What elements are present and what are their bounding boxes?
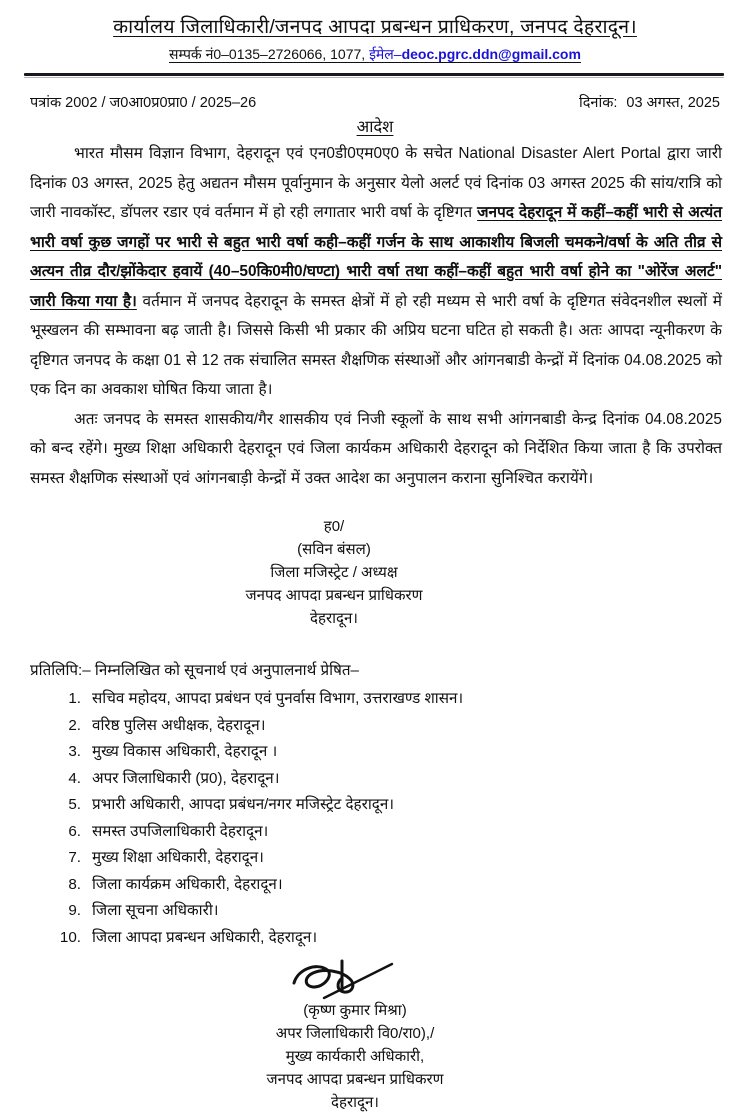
list-item — [30, 819, 728, 846]
list-item-label: प्रभारी अधिकारी, आपदा प्रबंधन/नगर मजिस्ट्रेट देहरादून। — [92, 796, 395, 814]
divider-thick-rule — [24, 73, 724, 76]
handwritten-signature-icon — [22, 957, 688, 1001]
letterhead — [22, 0, 728, 64]
list-item-label: सचिव महोदय, आपदा प्रबंधन एवं पुनर्वास विभाग, उत्तराखण्ड शासन। — [92, 690, 464, 708]
issuing-authority-signature — [22, 515, 646, 630]
list-item — [30, 898, 728, 925]
copy-to-section — [22, 658, 728, 951]
reference-label: पत्रांक — [30, 95, 62, 112]
list-item-number: 7. — [68, 849, 81, 867]
list-item — [30, 925, 728, 952]
countersignatory-authority: जनपद आपदा प्रबन्धन प्राधिकरण — [266, 1071, 444, 1089]
signatory-name: (सविन बंसल) — [297, 541, 371, 559]
signatory-place: देहरादून। — [310, 610, 358, 628]
signatory-authority: जनपद आपदा प्रबन्धन प्राधिकरण — [245, 587, 423, 605]
list-item-label: समस्त उपजिलाधिकारी देहरादून। — [92, 822, 269, 840]
paragraph-1-lead: भारत मौसम विज्ञान विभाग, देहरादून एवं एन0डी0एम0ए0 के सचेत National Disaster Alert Portal द्वारा जारी दिनांक 03 अगस्त, 2025 हेतु अद्यतन मौसम पूर्वानुमान के अनुसार येलो अलर्ट एवं दिनांक 03 अगस्त 2025 की सांय/रात्रि को जारी नावकॉस्ट, डॉपलर रडार एवं वर्तमान में हो रही लगातार भारी वर्षा के दृष्टिगत — [30, 145, 722, 222]
list-item — [30, 686, 728, 713]
orange-alert-statement: जनपद देहरादून में कहीं–कहीं भारी से अत्यंत भारी वर्षा कुछ जगहों पर भारी से बहुत भारी वर्षा कही–कहीं गर्जन के साथ आकाशीय बिजली चमकने/वर्षा के अति तीव्र से अत्यन तीव्र दौर/झोंकेदार हवायें (40–50कि0मी0/घण्टा) भारी वर्षा तथा कहीं–कहीं बहुत भारी वर्षा होने का "ओरेंज अलर्ट" जारी किया गया है। — [30, 204, 722, 310]
list-item-label: मुख्य विकास अधिकारी, देहरादून । — [92, 743, 278, 761]
letter-reference-number — [30, 92, 256, 112]
contact-line — [22, 45, 728, 64]
order-body — [22, 139, 728, 493]
list-item-label: वरिष्ठ पुलिस अधीक्षक, देहरादून। — [92, 716, 266, 734]
list-item — [30, 872, 728, 899]
signature-mark-text: ह0/ — [323, 518, 345, 536]
list-item-label: मुख्य शिक्षा अधिकारी, देहरादून। — [92, 849, 264, 867]
list-item-number: 10. — [59, 928, 81, 946]
countersignatory-place: देहरादून। — [331, 1094, 379, 1112]
contact-phone-text: सम्पर्क नं0–0135–2726066, 1077, — [169, 46, 370, 63]
date-label: दिनांक: — [578, 95, 618, 112]
order-paragraph-2: अतः जनपद के समस्त शासकीय/गैर शासकीय एवं निजी स्कूलों के साथ सभी आंगनबाडी केन्द्र दिनांक 04.08.2025 को बन्द रहेंगे। मुख्य शिक्षा अधिकारी देहरादून एवं जिला कार्यकम अधिकारी देहरादून को निर्देशित किया जाता है कि उपरोक्त समस्त शैक्षणिक संस्थाओं एवं आंगनबाड़ी केन्द्रों में उक्त आदेश का अनुपालन कराना सुनिश्चित करायेंगे। — [30, 410, 722, 487]
list-item-number: 3. — [68, 743, 81, 761]
list-item — [30, 739, 728, 766]
reference-date-row — [22, 92, 728, 112]
list-item-label: जिला कार्यक्रम अधिकारी, देहरादून। — [92, 875, 283, 893]
reference-value: 2002 / ज0आ0प्र0प्रा0 / 2025–26 — [65, 95, 257, 112]
list-item — [30, 766, 728, 793]
list-item-number: 1. — [68, 690, 81, 708]
list-item-number: 9. — [68, 902, 81, 920]
order-paragraph-1 — [30, 139, 722, 405]
letter-date — [579, 92, 720, 112]
signatory-designation: जिला मजिस्ट्रेट / अध्यक्ष — [270, 564, 398, 582]
list-item-number: 6. — [68, 822, 81, 840]
email-label: ईमेल– — [369, 46, 402, 63]
list-item-label: अपर जिलाधिकारी (प्र0), देहरादून। — [92, 769, 280, 787]
list-item-label: जिला आपदा प्रबन्धन अधिकारी, देहरादून। — [92, 928, 318, 946]
list-item — [30, 792, 728, 819]
copy-to-heading: प्रतिलिपि:– निम्नलिखित को सूचनार्थ एवं अनुपालनार्थ प्रेषित– — [30, 662, 359, 680]
countersignatory-name: (कृष्ण कुमार मिश्रा) — [303, 1002, 407, 1020]
countersignatory-designation: अपर जिलाधिकारी वि0/रा0),/ — [275, 1025, 435, 1043]
order-title-text: आदेश — [356, 118, 394, 137]
list-item-number: 5. — [68, 796, 81, 814]
paragraph-1-tail: वर्तमान में जनपद देहरादून के समस्त क्षेत्रों में हो रही मध्यम से भारी वर्षा के दृष्टिगत संवेदनशील स्थलों में भूस्खलन की सम्भावना बढ़ जाती है। जिससे किसी भी प्रकार की अप्रिय घटना घटित हो सकती है। अतः आपदा न्यूनीकरण के दृष्टिगत जनपद के कक्षा 01 से 12 तक संचालित समस्त शैक्षणिक संस्थाओं और आंगनबाडी केन्द्रों में दिनांक 04.08.2025 को एक दिन का अवकाश घोषित किया जाता है। — [30, 292, 722, 399]
office-title: कार्यालय जिलाधिकारी/जनपद आपदा प्रबन्धन प्राधिकरण, जनपद देहरादून। — [113, 16, 637, 38]
email-address[interactable]: deoc.pgrc.ddn@gmail.com — [401, 46, 581, 63]
copy-to-list — [30, 686, 728, 951]
date-value: 03 अगस्त, 2025 — [626, 95, 720, 112]
list-item-number: 8. — [68, 875, 81, 893]
countersignatory-designation-secondary: मुख्य कार्यकारी अधिकारी, — [285, 1048, 425, 1066]
list-item-number: 4. — [68, 769, 81, 787]
list-item-number: 2. — [68, 716, 81, 734]
order-title — [22, 114, 728, 137]
list-item — [30, 713, 728, 740]
list-item-label: जिला सूचना अधिकारी। — [92, 902, 219, 920]
divider-thin-rule — [24, 77, 724, 78]
list-item — [30, 845, 728, 872]
countersignature-block — [22, 957, 688, 1114]
header-divider — [24, 73, 724, 80]
